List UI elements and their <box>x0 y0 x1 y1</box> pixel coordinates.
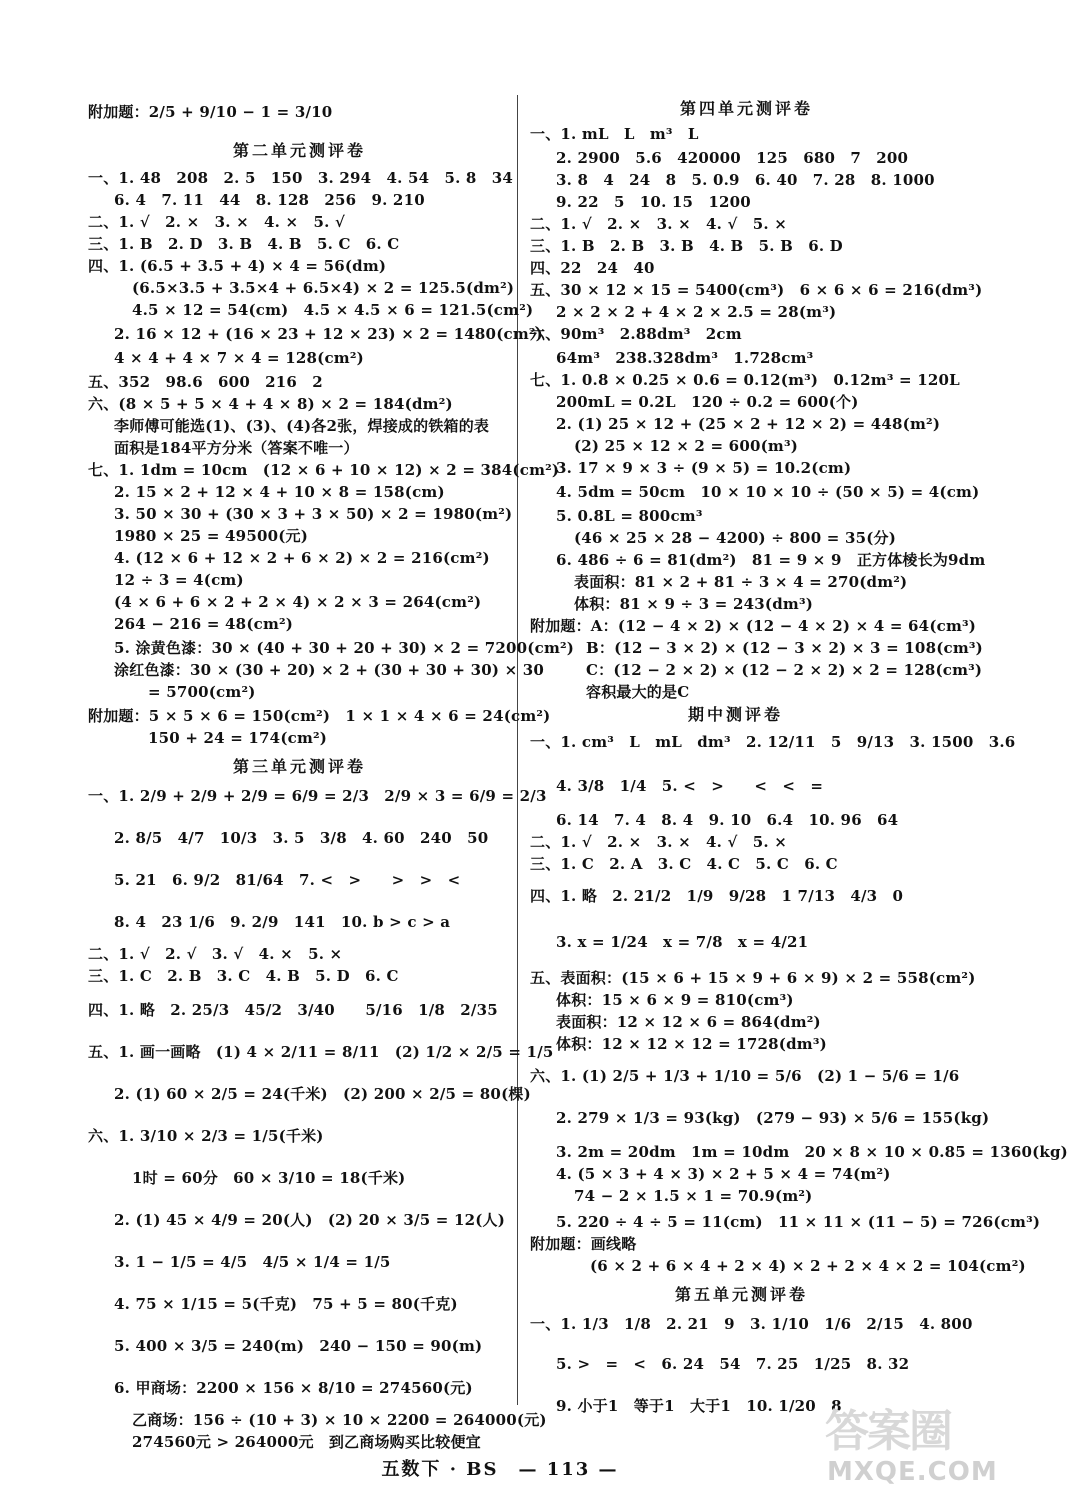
answer-line: 2. 16 × 12 + (16 × 23 + 12 × 23) × 2 = 1480(cm²) <box>114 325 543 343</box>
answer-line: 3. 50 × 30 + (30 × 3 + 3 × 50) × 2 = 1980(m²) <box>114 505 513 523</box>
answer-line: 1980 × 25 = 49500(元) <box>114 527 309 545</box>
answer-line: 8. 4 23 1/6 9. 2/9 141 10. b > c > a <box>114 913 451 931</box>
answer-line: 3. 2m = 20dm 1m = 10dm 20 × 8 × 10 × 0.85 = 1360(kg) <box>556 1143 1068 1161</box>
answer-line: 一、1. mL L m³ L <box>530 125 699 143</box>
answer-line: 3. 17 × 9 × 3 ÷ (9 × 5) = 10.2(cm) <box>556 459 852 477</box>
answer-line: 1时 = 60分 60 × 3/10 = 18(千米) <box>132 1169 406 1187</box>
answer-line: 5. 400 × 3/5 = 240(m) 240 − 150 = 90(m) <box>114 1337 483 1355</box>
answer-line: 12 ÷ 3 = 4(cm) <box>114 571 244 589</box>
answer-line: 体积：81 × 9 ÷ 3 = 243(dm³) <box>574 595 814 613</box>
answer-line: 一、1. 48 208 2. 5 150 3. 294 4. 54 5. 8 34 <box>88 169 514 187</box>
watermark-title: 答案圈 <box>825 1406 951 1457</box>
section-heading-unit2: 第二单元测评卷 <box>233 141 367 160</box>
answer-line: 四、1. 略 2. 25/3 45/2 3/40 5/16 1/8 2/35 <box>88 1001 498 1019</box>
answer-line: 74 − 2 × 1.5 × 1 = 70.9(m²) <box>574 1187 813 1205</box>
answer-line: 四、1. (6.5 + 3.5 + 4) × 4 = 56(dm) <box>88 257 387 275</box>
answer-line: 容积最大的是C <box>586 683 690 701</box>
answer-line: 5. 21 6. 9/2 81/64 7. < > > > < <box>114 871 461 889</box>
answer-line: 三、1. B 2. B 3. B 4. B 5. B 6. D <box>530 237 843 255</box>
page-footer: 五数下 · BS — 113 — <box>381 1459 619 1480</box>
answer-line: 附加题：A：(12 − 4 × 2) × (12 − 4 × 2) × 4 = 64(cm³) <box>530 617 977 635</box>
answer-line: 6. 14 7. 4 8. 4 9. 10 6.4 10. 96 64 <box>556 811 899 829</box>
answer-line: 2. 279 × 1/3 = 93(kg) (279 − 93) × 5/6 = 155(kg) <box>556 1109 990 1127</box>
answer-line: 五、352 98.6 600 216 2 <box>88 373 323 391</box>
answer-line: 一、1. 2/9 + 2/9 + 2/9 = 6/9 = 2/3 2/9 × 3 = 6/9 = 2/3 <box>88 787 547 805</box>
answer-line: 6. 甲商场：2200 × 156 × 8/10 = 274560(元) <box>114 1379 473 1397</box>
section-heading-unit4: 第四单元测评卷 <box>680 99 814 118</box>
section-heading-unit5: 第五单元测评卷 <box>675 1285 809 1304</box>
answer-line: 2. 15 × 2 + 12 × 4 + 10 × 8 = 158(cm) <box>114 483 445 501</box>
answer-line: 附加题：画线略 <box>530 1235 637 1253</box>
answer-line: 2. 8/5 4/7 10/3 3. 5 3/8 4. 60 240 50 <box>114 829 489 847</box>
answer-line: 4. (12 × 6 + 12 × 2 + 6 × 2) × 2 = 216(cm²) <box>114 549 490 567</box>
answer-line: 六、90m³ 2.88dm³ 2cm <box>530 325 742 343</box>
answer-line: 三、1. C 2. A 3. C 4. C 5. C 6. C <box>530 855 838 873</box>
answer-line: 六、(8 × 5 + 5 × 4 + 4 × 8) × 2 = 184(dm²) <box>88 395 453 413</box>
answer-line: 4. (5 × 3 + 4 × 3) × 2 + 5 × 4 = 74(m²) <box>556 1165 891 1183</box>
answer-line: 二、1. √ 2. √ 3. √ 4. × 5. × <box>88 945 343 963</box>
watermark-logo <box>815 1395 998 1495</box>
section-heading-unit3: 第三单元测评卷 <box>233 757 367 776</box>
answer-line: 4. 3/8 1/4 5. < > < < = <box>556 777 824 795</box>
answer-line: 200mL = 0.2L 120 ÷ 0.2 = 600(个) <box>556 393 859 411</box>
answer-line: 2 × 2 × 2 + 4 × 2 × 2.5 = 28(m³) <box>556 303 837 321</box>
watermark-url: MXQE.COM <box>827 1457 998 1487</box>
answer-line: 五、1. 画一画略 (1) 4 × 2/11 = 8/11 (2) 1/2 × 2/5 = 1/5 <box>88 1043 554 1061</box>
answer-line: 面积是184平方分米（答案不唯一） <box>114 439 359 457</box>
answer-line: 六、1. 3/10 × 2/3 = 1/5(千米) <box>88 1127 324 1145</box>
answer-line: (6 × 2 + 6 × 4 + 2 × 4) × 2 + 2 × 4 × 2 = 104(cm²) <box>590 1257 1026 1275</box>
answer-line: B：(12 − 3 × 2) × (12 − 3 × 2) × 3 = 108(cm³) <box>586 639 983 657</box>
answer-line: 2. (1) 45 × 4/9 = 20(人) (2) 20 × 3/5 = 12(人) <box>114 1211 506 1229</box>
answer-line: 4. 5dm = 50cm 10 × 10 × 10 ÷ (50 × 5) = 4(cm) <box>556 483 980 501</box>
answer-line: 3. 1 − 1/5 = 4/5 4/5 × 1/4 = 1/5 <box>114 1253 391 1271</box>
answer-line: (4 × 6 + 6 × 2 + 2 × 4) × 2 × 3 = 264(cm²) <box>114 593 482 611</box>
answer-line: 表面积：12 × 12 × 6 = 864(dm²) <box>556 1013 821 1031</box>
answer-line: = 5700(cm²) <box>148 683 256 701</box>
answer-line: (6.5×3.5 + 3.5×4 + 6.5×4) × 2 = 125.5(dm²) <box>132 279 515 297</box>
answer-line: 264 − 216 = 48(cm²) <box>114 615 294 633</box>
answer-line: 4. 75 × 1/15 = 5(千克) 75 + 5 = 80(千克) <box>114 1295 458 1313</box>
answer-line: 5. 0.8L = 800cm³ <box>556 507 703 525</box>
answer-line: 二、1. √ 2. × 3. × 4. √ 5. × <box>530 833 788 851</box>
answer-line: 体积：12 × 12 × 12 = 1728(dm³) <box>556 1035 827 1053</box>
answer-line: 64m³ 238.328dm³ 1.728cm³ <box>556 349 814 367</box>
answer-line: 2. (1) 60 × 2/5 = 24(千米) (2) 200 × 2/5 = 80(棵) <box>114 1085 531 1103</box>
answer-line: 七、1. 0.8 × 0.25 × 0.6 = 0.12(m³) 0.12m³ = 120L <box>530 371 960 389</box>
answer-line: 四、22 24 40 <box>530 259 655 277</box>
answer-line: 三、1. C 2. B 3. C 4. B 5. D 6. C <box>88 967 399 985</box>
answer-line: 6. 4 7. 11 44 8. 128 256 9. 210 <box>114 191 425 209</box>
answer-line: 附加题：2/5 + 9/10 − 1 = 3/10 <box>88 103 333 121</box>
answer-line: 体积：15 × 6 × 9 = 810(cm³) <box>556 991 794 1009</box>
answer-line: 6. 486 ÷ 6 = 81(dm²) 81 = 9 × 9 正方体棱长为9dm <box>556 551 986 569</box>
answer-line: (2) 25 × 12 × 2 = 600(m³) <box>574 437 799 455</box>
answer-line: 七、1. 1dm = 10cm (12 × 6 + 10 × 12) × 2 = 384(cm²) <box>88 461 560 479</box>
section-heading-midterm: 期中测评卷 <box>688 705 784 724</box>
answer-line: 9. 22 5 10. 15 1200 <box>556 193 751 211</box>
answer-line: 二、1. √ 2. × 3. × 4. × 5. √ <box>88 213 346 231</box>
answer-line: 四、1. 略 2. 21/2 1/9 9/28 1 7/13 4/3 0 <box>530 887 904 905</box>
answer-line: 5. > = < 6. 24 54 7. 25 1/25 8. 32 <box>556 1355 910 1373</box>
answer-line: 涂红色漆：30 × (30 + 20) × 2 + (30 + 30 + 30) × 30 <box>114 661 545 679</box>
answer-line: 乙商场：156 ÷ (10 + 3) × 10 × 2200 = 264000(元) <box>132 1411 547 1429</box>
answer-line: 274560元 > 264000元 到乙商场购买比较便宜 <box>132 1433 481 1451</box>
answer-line: 表面积：81 × 2 + 81 ÷ 3 × 4 = 270(dm²) <box>574 573 908 591</box>
answer-line: 二、1. √ 2. × 3. × 4. √ 5. × <box>530 215 788 233</box>
answer-line: 附加题：5 × 5 × 6 = 150(cm²) 1 × 1 × 4 × 6 = 24(cm²) <box>88 707 551 725</box>
column-divider <box>517 95 518 1405</box>
answer-line: 2. 2900 5.6 420000 125 680 7 200 <box>556 149 909 167</box>
answer-line: 5. 220 ÷ 4 ÷ 5 = 11(cm) 11 × 11 × (11 − 5) = 726(cm³) <box>556 1213 1041 1231</box>
answer-line: (46 × 25 × 28 − 4200) ÷ 800 = 35(分) <box>574 529 897 547</box>
answer-line: 3. 8 4 24 8 5. 0.9 6. 40 7. 28 8. 1000 <box>556 171 935 189</box>
answer-line: 9. 小于1 等于1 大于1 10. 1/20 8 <box>556 1397 842 1415</box>
answer-line: 一、1. 1/3 1/8 2. 21 9 3. 1/10 1/6 2/15 4. 800 <box>530 1315 973 1333</box>
answer-line: 五、表面积：(15 × 6 + 15 × 9 + 6 × 9) × 2 = 558(cm²) <box>530 969 976 987</box>
answer-line: 李师傅可能选(1)、(3)、(4)各2张，焊接成的铁箱的表 <box>114 417 490 435</box>
answer-line: 4.5 × 12 = 54(cm) 4.5 × 4.5 × 6 = 121.5(cm²) <box>132 301 534 319</box>
answer-line: 2. (1) 25 × 12 + (25 × 2 + 12 × 2) = 448(m²) <box>556 415 941 433</box>
answer-line: 六、1. (1) 2/5 + 1/3 + 1/10 = 5/6 (2) 1 − 5/6 = 1/6 <box>530 1067 960 1085</box>
answer-line: 5. 涂黄色漆：30 × (40 + 30 + 20 + 30) × 2 = 7200(cm²) <box>114 639 575 657</box>
answer-line: 三、1. B 2. D 3. B 4. B 5. C 6. C <box>88 235 400 253</box>
answer-line: 4 × 4 + 4 × 7 × 4 = 128(cm²) <box>114 349 364 367</box>
answer-line: 150 + 24 = 174(cm²) <box>148 729 328 747</box>
answer-line: C：(12 − 2 × 2) × (12 − 2 × 2) × 2 = 128(cm³) <box>586 661 983 679</box>
answer-line: 3. x = 1/24 x = 7/8 x = 4/21 <box>556 933 809 951</box>
answer-line: 五、30 × 12 × 15 = 5400(cm³) 6 × 6 × 6 = 216(dm³) <box>530 281 983 299</box>
answer-line: 一、1. cm³ L mL dm³ 2. 12/11 5 9/13 3. 1500 3.6 <box>530 733 1016 751</box>
